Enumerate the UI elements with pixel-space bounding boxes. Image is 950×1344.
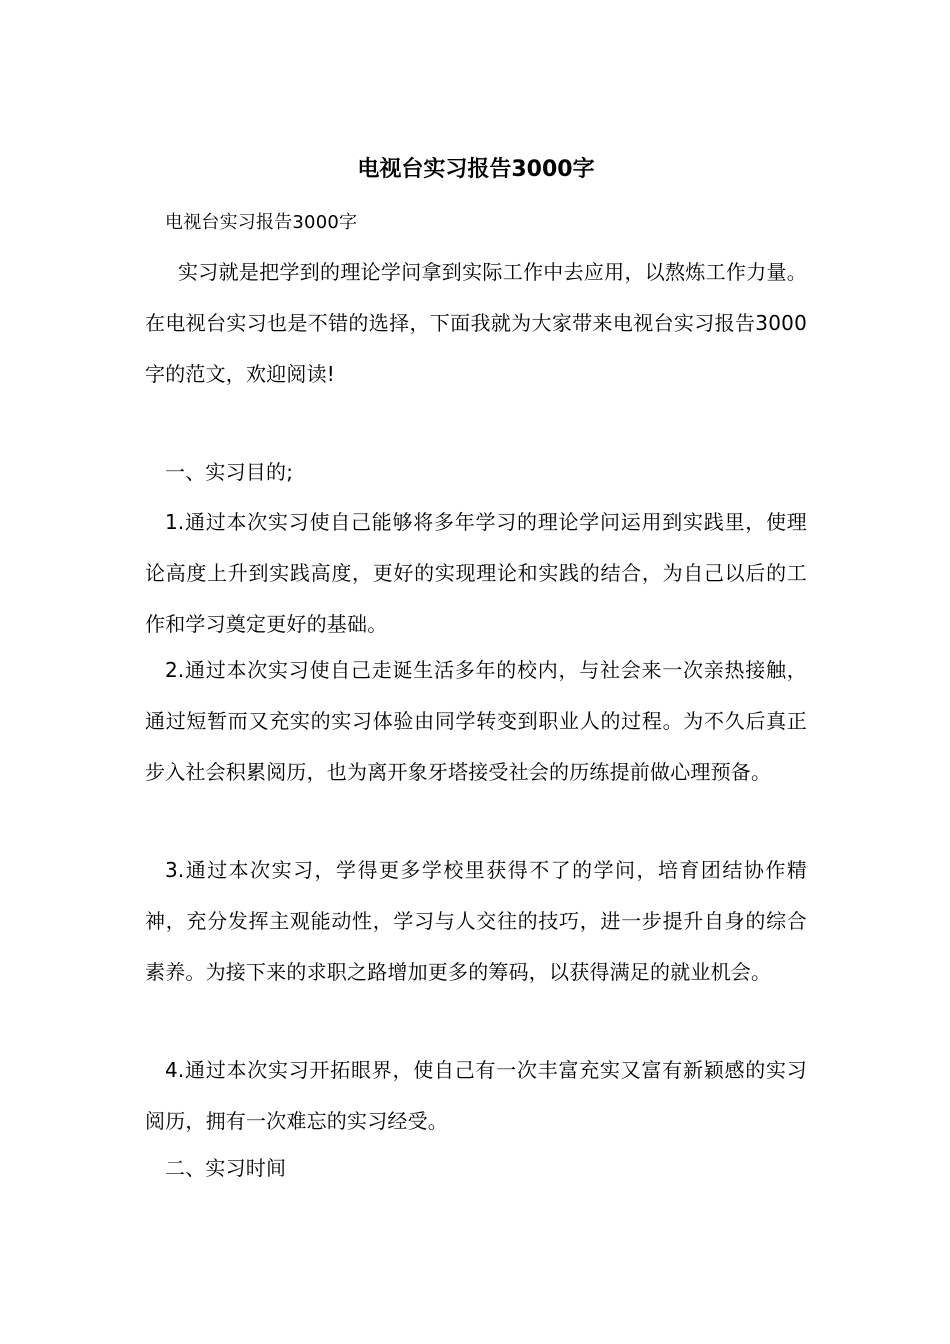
list-item: 3.通过本次实习，学得更多学校里获得不了的学问，培育团结协作精神，充分发挥主观能动性，学习与人交往的技巧，进一步提升自身的综合素养。为接下来的求职之路增加更多的筹码，以获得满足的就业机会。	[145, 858, 807, 984]
section-heading-time: 二、实习时间	[165, 1156, 287, 1180]
list-item: 1.通过本次实习使自己能够将多年学习的理论学问运用到实践里，使理论高度上升到实践高度，更好的实现理论和实践的结合，为自己以后的工作和学习奠定更好的基础。	[145, 510, 807, 636]
document-title: 电视台实习报告3000字	[357, 157, 595, 182]
list-item: 4.通过本次实习开拓眼界，使自己有一次丰富充实又富有新颖感的实习阅历，拥有一次难忘的实习经受。	[145, 1058, 807, 1133]
section-heading-purpose: 一、实习目的;	[165, 460, 294, 484]
list-item: 2.通过本次实习使自己走诞生活多年的校内，与社会来一次亲热接触，通过短暂而又充实的实习体验由同学转变到职业人的过程。为不久后真正步入社会积累阅历，也为离开象牙塔接受社会的历练提前做心理预备。	[145, 658, 807, 784]
intro-paragraph: 实习就是把学到的理论学问拿到实际工作中去应用，以熬炼工作力量。在电视台实习也是不错的选择，下面我就为大家带来电视台实习报告3000字的范文，欢迎阅读!	[145, 260, 807, 386]
document-subtitle: 电视台实习报告3000字	[165, 212, 358, 233]
